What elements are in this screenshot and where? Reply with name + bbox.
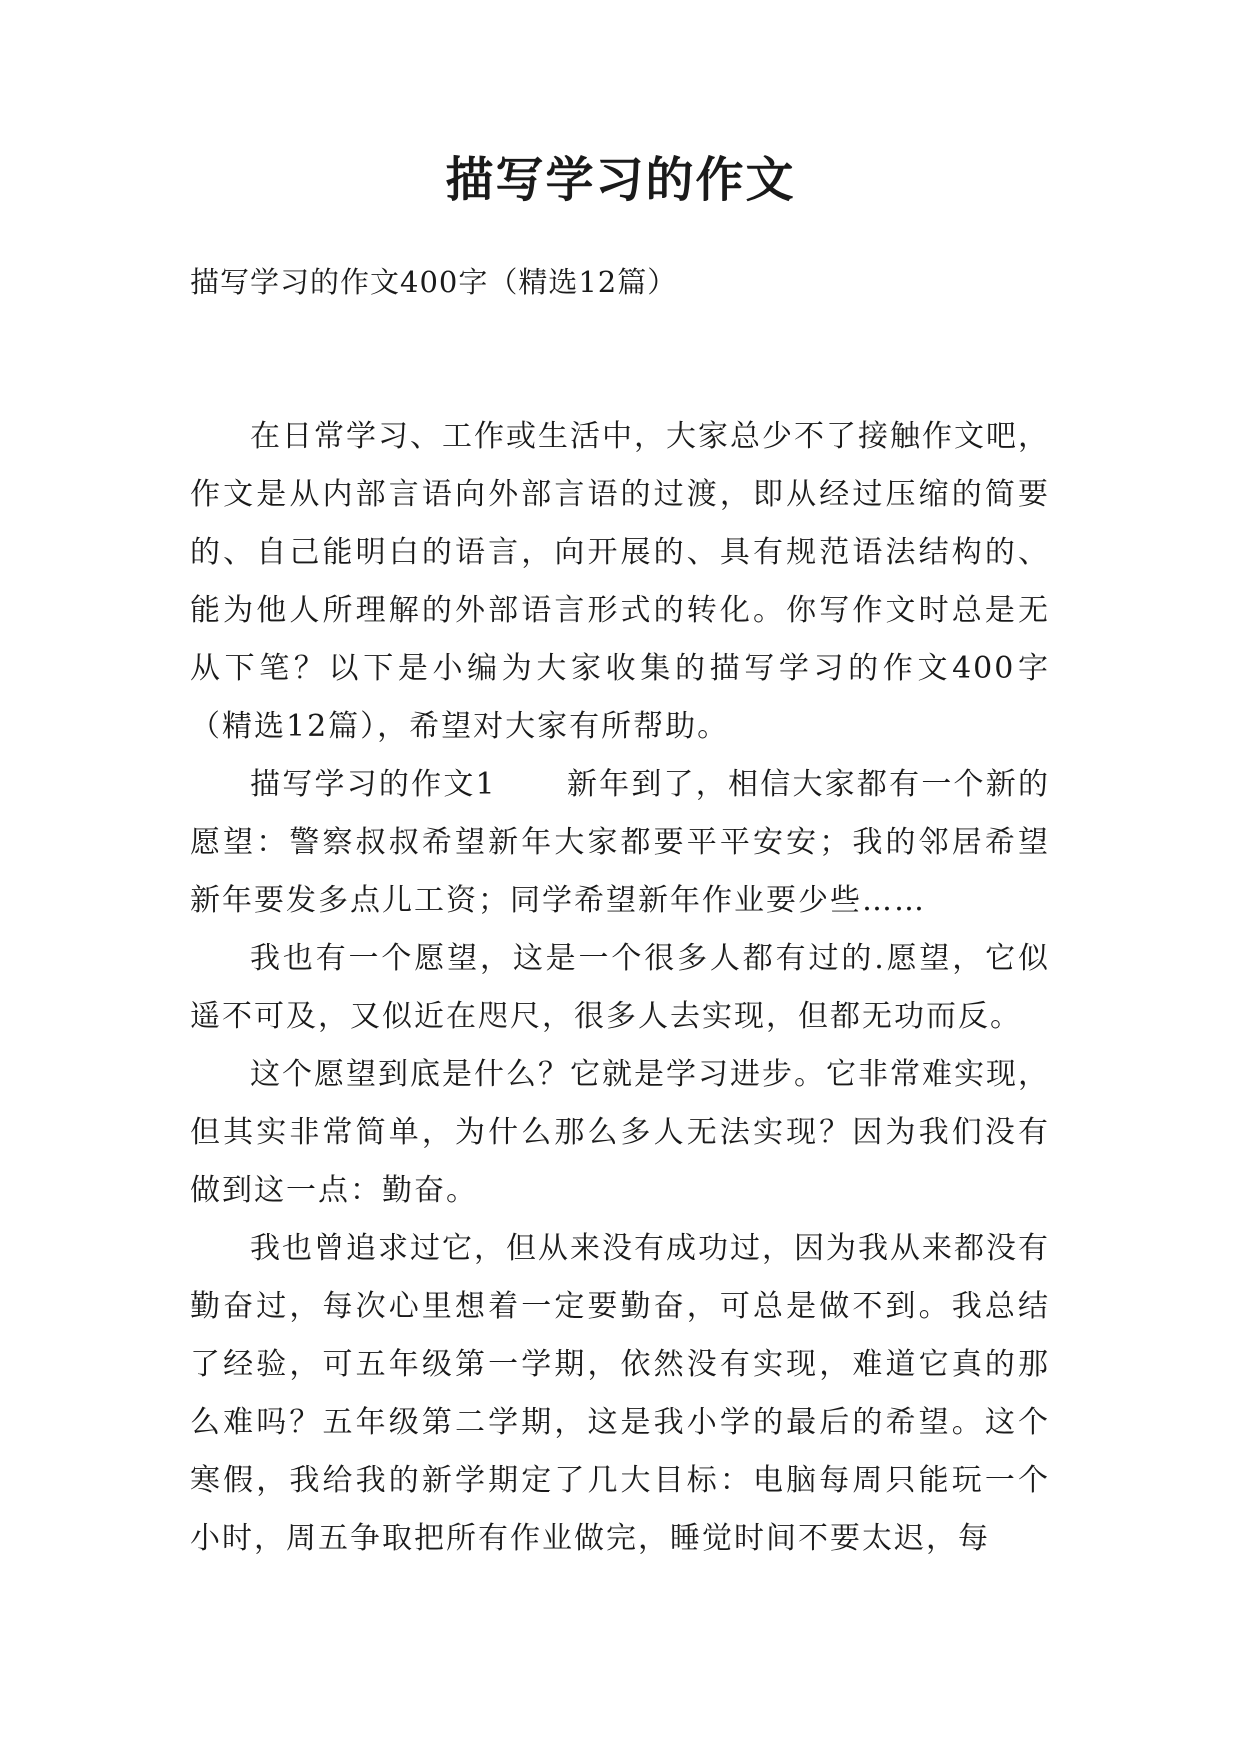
intro-paragraph: 在日常学习、工作或生活中，大家总少不了接触作文吧，作文是从内部言语向外部言语的过渡，即从经过压缩的简要的、自己能明白的语言，向开展的、具有规范语法结构的、能为他人所理解的外部语言形式的转化。你写作文时总是无从下笔？以下是小编为大家收集的描写学习的作文400字（精选12篇），希望对大家有所帮助。 xyxy=(190,419,1050,744)
document-title: 描写学习的作文 xyxy=(445,152,796,208)
essay-1-paragraph xyxy=(190,756,1050,930)
essay-1-text: 新年到了，相信大家都有一个新的愿望：警察叔叔希望新年大家都要平平安安；我的邻居希望新年要发多点儿工资；同学希望新年作业要少些…… xyxy=(190,767,1051,918)
document-subtitle: 描写学习的作文400字（精选12篇） xyxy=(190,265,678,299)
body-paragraph: 我也有一个愿望，这是一个很多人都有过的.愿望，它似遥不可及，又似近在咫尺，很多人去实现，但都无功而反。 xyxy=(190,941,1050,1034)
document-body xyxy=(190,408,1050,1568)
body-paragraph: 我也曾追求过它，但从来没有成功过，因为我从来都没有勤奋过，每次心里想着一定要勤奋，可总是做不到。我总结了经验，可五年级第一学期，依然没有实现，难道它真的那么难吗？五年级第二学期，这是我小学的最后的希望。这个寒假，我给我的新学期定了几大目标：电脑每周只能玩一个小时，周五争取把所有作业做完，睡觉时间不要太迟，每 xyxy=(190,1231,1050,1556)
body-paragraph: 这个愿望到底是什么？它就是学习进步。它非常难实现，但其实非常简单，为什么那么多人无法实现？因为我们没有做到这一点：勤奋。 xyxy=(190,1057,1050,1208)
essay-1-heading: 描写学习的作文1 xyxy=(250,767,497,802)
